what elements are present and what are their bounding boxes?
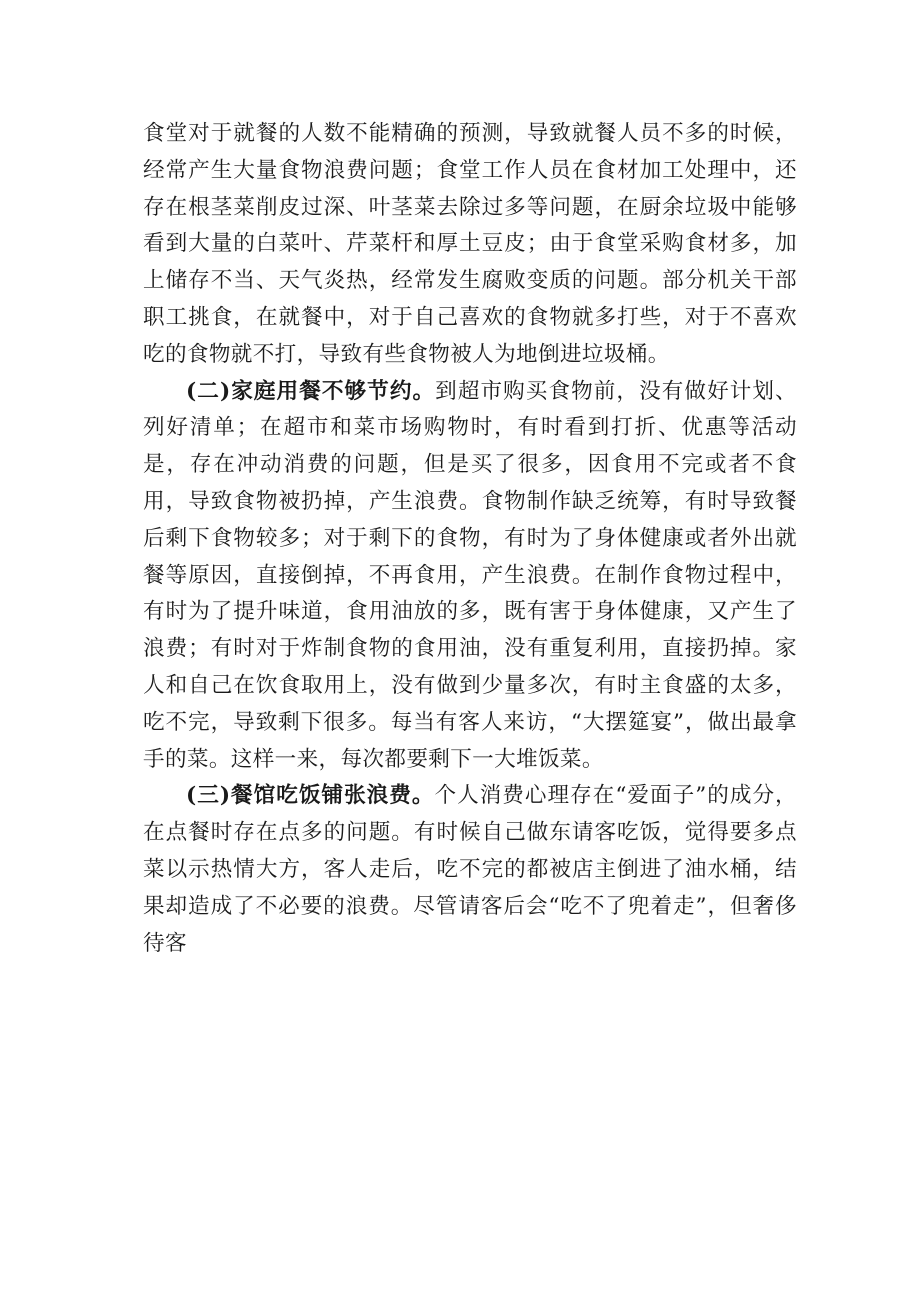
- paragraph-household-waste: [143, 374, 797, 779]
- document-body: [143, 116, 797, 962]
- paragraph-restaurant-waste: [143, 778, 797, 962]
- section-heading-restaurant: (三)餐馆吃饭铺张浪费。: [186, 783, 435, 809]
- paragraph-canteen-waste: [143, 116, 797, 374]
- section-heading-household: (二)家庭用餐不够节约。: [186, 378, 436, 404]
- paragraph-text: 到超市购买食物前，没有做好计划、列好清单；在超市和菜市场购物时，有时看到打折、优惠等活动是，存在冲动消费的问题，但是买了很多，因食用不完或者不食用，导致食物被扔掉，产生浪费。食物制作缺乏统筹，有时导致餐后剩下食物较多；对于剩下的食物，有时为了身体健康或者外出就餐等原因，直接倒掉，不再食用，产生浪费。在制作食物过程中，有时为了提升味道，食用油放的多，既有害于身体健康，又产生了浪费；有时对于炸制食物的食用油，没有重复利用，直接扔掉。家人和自己在饮食取用上，没有做到少量多次，有时主食盛的太多，吃不完，导致剩下很多。每当有客人来访，“大摆筵宴”，做出最拿手的菜。这样一来，每次都要剩下一大堆饭菜。: [143, 378, 797, 772]
- paragraph-text: 个人消费心理存在“爱面子”的成分，在点餐时存在点多的问题。有时候自己做东请客吃饭，觉得要多点菜以示热情大方，客人走后，吃不完的都被店主倒进了油水桶，结果却造成了不必要的浪费。尽管请客后会“吃不了兜着走”，但奢侈待客: [143, 783, 797, 956]
- paragraph-text: 食堂对于就餐的人数不能精确的预测，导致就餐人员不多的时候，经常产生大量食物浪费问题；食堂工作人员在食材加工处理中，还存在根茎菜削皮过深、叶茎菜去除过多等问题，在厨余垃圾中能够看到大量的白菜叶、芹菜杆和厚土豆皮；由于食堂采购食材多，加上储存不当、天气炎热，经常发生腐败变质的问题。部分机关干部职工挑食，在就餐中，对于自己喜欢的食物就多打些，对于不喜欢吃的食物就不打，导致有些食物被人为地倒进垃圾桶。: [143, 121, 797, 367]
